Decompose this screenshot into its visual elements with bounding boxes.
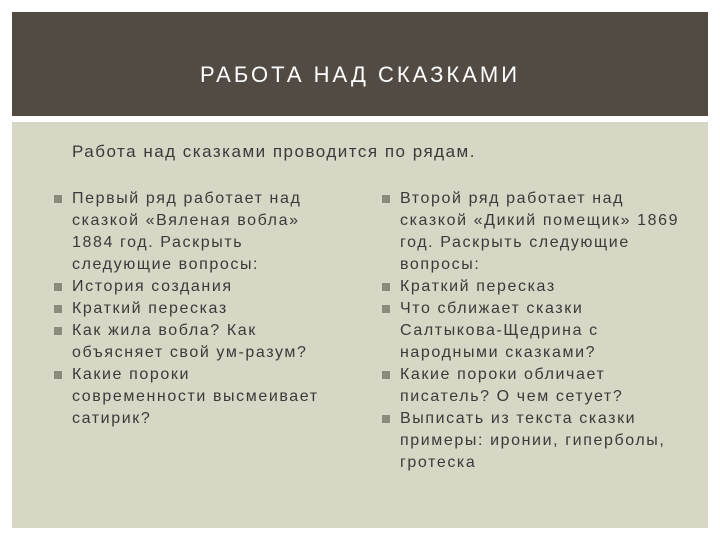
list-item: Какие пороки обличает писатель? О чем сетует? — [382, 364, 682, 408]
list-item: Краткий пересказ — [382, 276, 682, 298]
title-divider — [12, 116, 708, 122]
intro-text: Работа над сказками проводится по рядам. — [72, 142, 476, 161]
bullet-icon — [54, 371, 62, 379]
bullet-icon — [54, 327, 62, 335]
list-item: Второй ряд работает над сказкой «Дикий помещик» 1869 год. Раскрыть следующие вопросы: — [382, 188, 682, 276]
bullet-icon — [54, 195, 62, 203]
bullet-icon — [54, 305, 62, 313]
bullet-icon — [54, 283, 62, 291]
list-item: Краткий пересказ — [54, 298, 324, 320]
list-item: Какие пороки современности высмеивает сатирик? — [54, 364, 324, 430]
bullet-icon — [382, 371, 390, 379]
list-item: История создания — [54, 276, 324, 298]
slide — [12, 12, 708, 528]
bullet-icon — [382, 305, 390, 313]
bullet-icon — [382, 283, 390, 291]
list-item: Первый ряд работает над сказкой «Вяленая вобла» 1884 год. Раскрыть следующие вопросы: — [54, 188, 324, 276]
title-bar — [12, 12, 708, 116]
slide-title: РАБОТА НАД СКАЗКАМИ — [199, 62, 521, 87]
right-column — [382, 188, 682, 474]
list-item: Как жила вобла? Как объясняет свой ум-разум? — [54, 320, 324, 364]
list-item: Что сближает сказки Салтыкова-Щедрина с народными сказками? — [382, 298, 682, 364]
left-column — [54, 188, 324, 430]
list-item: Выписать из текста сказки примеры: иронии, гиперболы, гротеска — [382, 408, 682, 474]
bullet-icon — [382, 195, 390, 203]
bullet-icon — [382, 415, 390, 423]
